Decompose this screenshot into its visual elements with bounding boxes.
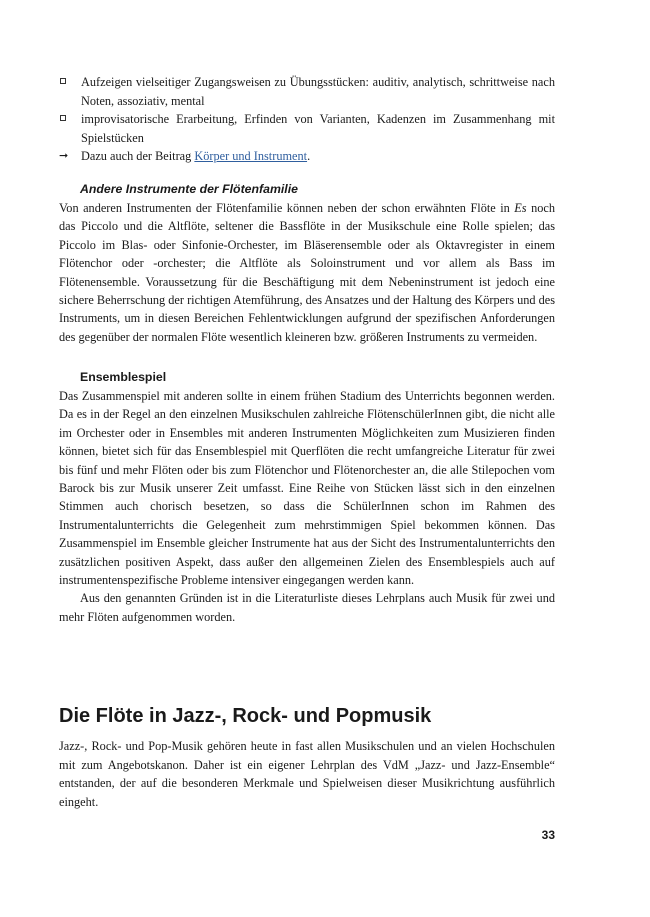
paragraph-text: noch das Piccolo und die Altflöte, seltener die Bassflöte in der Musikschule eine Rolle spielen; das Piccolo im Blas- oder Sinfonie-Orchester, im Bläserensemble oder als Oktavregister in einem Flötenchor oder -orchester; die Altflöte als Soloinstrument und vor allem als Bass im Flötenensemble. Voraussetzung für die Beschäftigung mit dem Nebeninstrument ist jedoch eine sichere Beherrschung der richtigen Atemführung, des Ansatzes und der Haltung des Körpers und des Instruments, um in diesen Bereichen Fehlentwicklungen aufgrund der spezifischen Anforderungen des gegenüber der normalen Flöte wesentlich kleineren bzw. größeren Instruments zu vermeiden.: [59, 201, 555, 344]
bullet-text: improvisatorische Erarbeitung, Erfinden von Varianten, Kadenzen im Zusammenhang mit Spielstücken: [81, 112, 555, 145]
square-bullet-icon: [60, 115, 66, 121]
section-body: [59, 387, 555, 626]
list-item: [59, 110, 555, 147]
section-paragraph: Jazz-, Rock- und Pop-Musik gehören heute in fast allen Musikschulen und an vielen Hochschulen mit zum Angebotskanon. Daher ist ein eigener Lehrplan des VdM „Jazz- und Jazz-Ensemble“ entstanden, der auf die besonderen Merkmale und Spielweisen dieser Musikrichtung ausführlich eingeht.: [59, 739, 555, 809]
section-heading: Andere Instrumente der Flötenfamilie: [80, 182, 298, 196]
paragraph: Aus den genannten Gründen ist in die Literaturliste dieses Lehrplans auch Musik für zwei und mehr Flöten aufgenommen worden.: [59, 591, 555, 624]
section-heading: Ensemblespiel: [80, 370, 167, 384]
paragraph: Das Zusammenspiel mit anderen sollte in einem frühen Stadium des Unterrichts begonnen werden. Da es in der Regel an den einzelnen Musikschulen zahlreiche FlötenschülerInnen gibt, die nicht alle im Orchester oder in Ensembles mit anderen Instrumenten Möglichkeiten zum Musizieren finden können, bietet sich für das Ensemblespiel mit Querflöten die recht umfangreiche Literatur für zwei bis fünf und mehr Flöten oder bis zum Flötenchor und Flötenorchester an, die alle Stilepochen vom Barock bis zur Musik unserer Zeit umfasst. Eine Reihe von Stücken lässt sich in den einzelnen Stimmen auch chorisch besetzen, so dass die SchülerInnen schon im Rahmen des Instrumentalunterrichts die Gelegenheit zum mehrstimmigen Spiel bekommen können. Das Zusammenspiel im Ensemble gleicher Instrumente hat aus der Sicht des Instrumentalunterrichts den zusätzlichen positiven Aspekt, dass außer den allgemeinen Zielen des Ensemblespiels auch auf instrumentenspezifische Probleme intensiver eingegangen werden kann.: [59, 389, 555, 588]
crossref-suffix: .: [307, 149, 311, 163]
section-paragraph: [59, 199, 555, 346]
list-item: [59, 73, 555, 110]
crossref-link[interactable]: Körper und Instrument: [194, 149, 308, 163]
paragraph-text: Von anderen Instrumenten der Flötenfamilie können neben der schon erwähnten Flöte in: [59, 201, 510, 215]
bullet-list: [59, 73, 555, 166]
bullet-text: Aufzeigen vielseitiger Zugangsweisen zu Übungsstücken: auditiv, analytisch, schrittweise nach Noten, assoziativ, mental: [81, 75, 555, 108]
crossref-prefix: Dazu auch der Beitrag: [81, 149, 192, 163]
square-bullet-icon: [60, 78, 66, 84]
crossref-item: [59, 147, 555, 166]
page-number: 33: [541, 828, 555, 842]
arrow-right-icon: ➞: [59, 150, 69, 162]
paragraph-italic-text: Es: [514, 201, 527, 215]
chapter-heading: Die Flöte in Jazz-, Rock- und Popmusik: [59, 705, 432, 727]
